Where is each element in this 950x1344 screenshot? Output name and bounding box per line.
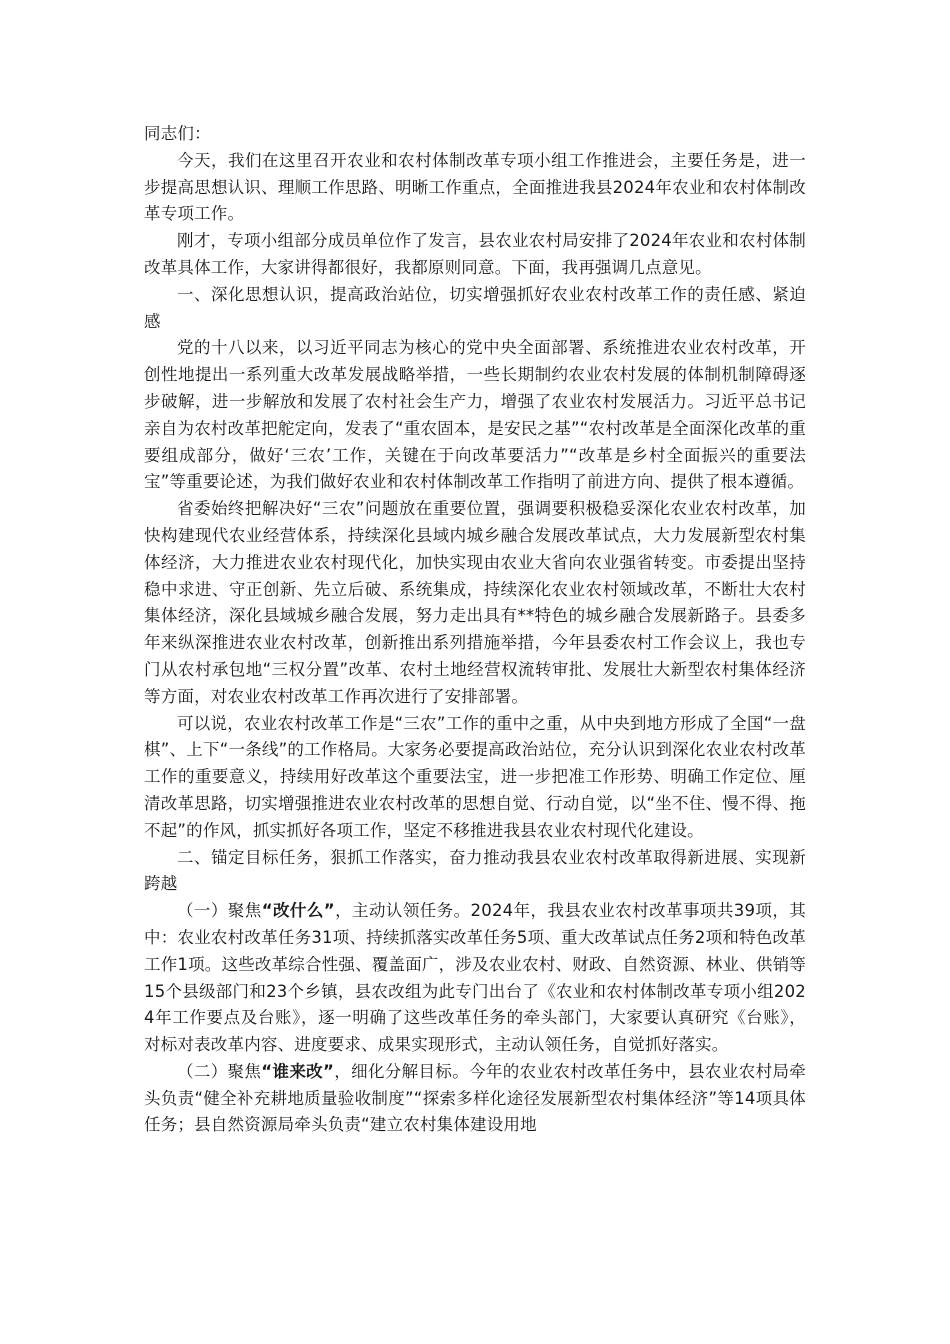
- subsection-2: [144, 1059, 806, 1139]
- subsection-1-text: ，主动认领任务。2024年，我县农业农村改革事项共39项，其中：农业农村改革任务31项、持续抓落实改革任务5项、重大改革试点任务2项和特色改革工作1项。这些改革综合性强、覆盖面广，涉及农业农村、财政、自然资源、林业、供销等15个县级部门和23个乡镇，县农改组为此专门出台了《农业和农村体制改革专项小组2024年工作要点及台账》，逐一明确了这些改革任务的牵头部门，大家要认真研究《台账》，对标对表改革内容、进度要求、成果实现形式，主动认领任务，自觉抓好落实。: [144, 901, 806, 1055]
- paragraph-importance: 可以说，农业农村改革工作是“三农”工作的重中之重，从中央到地方形成了全国“一盘棋”、上下“一条线”的工作格局。大家务必要提高政治站位，充分认识到深化农业农村改革工作的重要意义，持续用好改革这个重要法宝，进一步把准工作形势、明确工作定位、厘清改革思路，切实增强推进农业农村改革的思想自觉、行动自觉，以“坐不住、慢不得、拖不起”的作风，抓实抓好各项工作，坚定不移推进我县农业农村现代化建设。: [144, 713, 806, 840]
- paragraph-opening: 今天，我们在这里召开农业和农村体制改革专项小组工作推进会，主要任务是，进一步提高思想认识、理顺工作思路、明晰工作重点，全面推进我县2024年农业和农村体制改革专项工作。: [144, 150, 806, 224]
- paragraph-provincial-policy: 省委始终把解决好“三农”问题放在重要位置，强调要积极稳妥深化农业农村改革，加快构建现代农业经营体系，持续深化县域内城乡融合发展改革试点，大力发展新型农村集体经济，大力推进农业农村现代化，加快实现由农业大省向农业强省转变。市委提出坚持稳中求进、守正创新、先立后破、系统集成，持续深化农业农村领域改革，不断壮大农村集体经济，深化县域城乡融合发展，努力走出具有**特色的城乡融合发展新路子。县委多年来纵深推进农业农村改革，创新推出系列措施举措，今年县委农村工作会议上，我也专门从农村承包地“三权分置”改革、农村土地经营权流转审批、发展壮大新型农村集体经济等方面，对农业农村改革工作再次进行了安排部署。: [144, 499, 806, 706]
- subsection-1: [144, 898, 806, 1059]
- subsection-2-text: ，细化分解目标。今年的农业农村改革任务中，县农业农村局牵头负责“健全补充耕地质量验收制度”“探索多样化途径发展新型农村集体经济”等14项具体任务；县自然资源局牵头负责“建立农村集体建设用地: [144, 1061, 806, 1135]
- section-heading-2: 二、锚定目标任务，狠抓工作落实，奋力推动我县农业农村改革取得新进展、实现新跨越: [144, 847, 806, 894]
- paragraph-central-policy: 党的十八以来，以习近平同志为核心的党中央全面部署、系统推进农业农村改革，开创性地提出一系列重大改革发展战略举措，一些长期制约农业农村发展的体制机制障碍逐步破解，进一步解放和发展了农村社会生产力，增强了农业农村发展活力。习近平总书记亲自为农村改革把舵定向，发表了“重农固本，是安民之基”“农村改革是全面深化改革的重要组成部分，做好‘三农’工作，关键在于向改革要活力”“改革是乡村全面振兴的重要法宝”等重要论述，为我们做好农业和农村体制改革工作指明了前进方向、提供了根本遵循。: [144, 338, 806, 492]
- subsection-2-keyword: “谁来改”: [261, 1061, 335, 1081]
- subsection-2-label: （二）聚焦: [177, 1061, 262, 1081]
- subsection-1-keyword: “改什么”: [261, 901, 335, 921]
- section-heading-1: 一、深化思想认识，提高政治站位，切实增强抓好农业农村改革工作的责任感、紧迫感: [144, 284, 806, 331]
- paragraph-remarks: 刚才，专项小组部分成员单位作了发言，县农业农村局安排了2024年农业和农村体制改革具体工作，大家讲得都很好，我都原则同意。下面，我再强调几点意见。: [144, 231, 806, 277]
- subsection-1-label: （一）聚焦: [177, 901, 262, 921]
- document-body: [144, 121, 806, 1139]
- salutation: 同志们：: [144, 124, 211, 143]
